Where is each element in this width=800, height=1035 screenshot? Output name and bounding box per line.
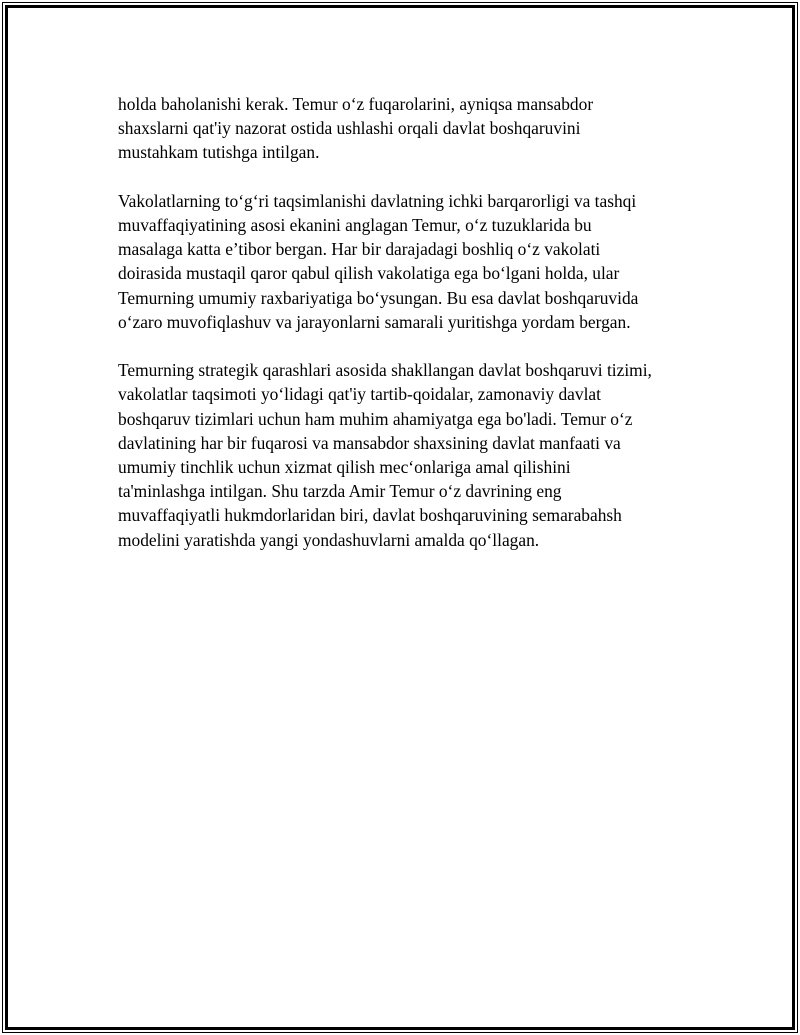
text-line: Vakolatlarning to‘g‘ri taqsimlanishi davlatning ichki barqarorligi va tashqi — [118, 190, 637, 211]
text-line: boshqaruv tizimlari uchun ham muhim ahamiyatga ega bo'ladi. Temur o‘z — [118, 408, 633, 429]
text-line: muvaffaqiyatli hukmdorlaridan biri, davlat boshqaruvining semarabahsh — [118, 505, 622, 526]
text-line: vakolatlar taqsimoti yo‘lidagi qat'iy tartib-qoidalar, zamonaviy davlat — [118, 384, 601, 405]
text-line: mustahkam tutishga intilgan. — [118, 142, 320, 163]
document-body — [118, 92, 718, 576]
text-line: o‘zaro muvofiqlashuv va jarayonlarni samarali yuritishga yordam bergan. — [118, 311, 631, 332]
text-line: Temurning umumiy raxbariyatiga bo‘ysungan. Bu esa davlat boshqaruvida — [118, 287, 639, 308]
paragraph-3 — [118, 358, 718, 552]
text-line: shaxslarni qat'iy nazorat ostida ushlashi orqali davlat boshqaruvini — [118, 118, 581, 139]
paragraph-2 — [118, 189, 718, 334]
text-line: holda baholanishi kerak. Temur o‘z fuqarolarini, ayniqsa mansabdor — [118, 94, 594, 114]
text-line: davlatining har bir fuqarosi va mansabdor shaxsining davlat manfaati va — [118, 432, 621, 453]
text-line: modelini yaratishda yangi yondashuvlarni amalda qo‘llagan. — [118, 529, 540, 550]
text-line: muvaffaqiyatining asosi ekanini anglagan Temur, o‘z tuzuklarida bu — [118, 215, 592, 235]
text-line: ta'minlashga intilgan. Shu tarzda Amir Temur o‘z davrining eng — [118, 481, 562, 502]
paragraph-1 — [118, 92, 718, 165]
text-line: masalaga katta e’tibor bergan. Har bir darajadagi boshliq o‘z vakolati — [118, 239, 601, 260]
text-line: umumiy tinchlik uchun xizmat qilish mec‘onlariga amal qilishini — [118, 457, 571, 478]
text-line: Temurning strategik qarashlari asosida shakllangan davlat boshqaruvi tizimi, — [118, 360, 652, 381]
text-line: doirasida mustaqil qaror qabul qilish vakolatiga ega bo‘lgani holda, ular — [118, 263, 620, 284]
